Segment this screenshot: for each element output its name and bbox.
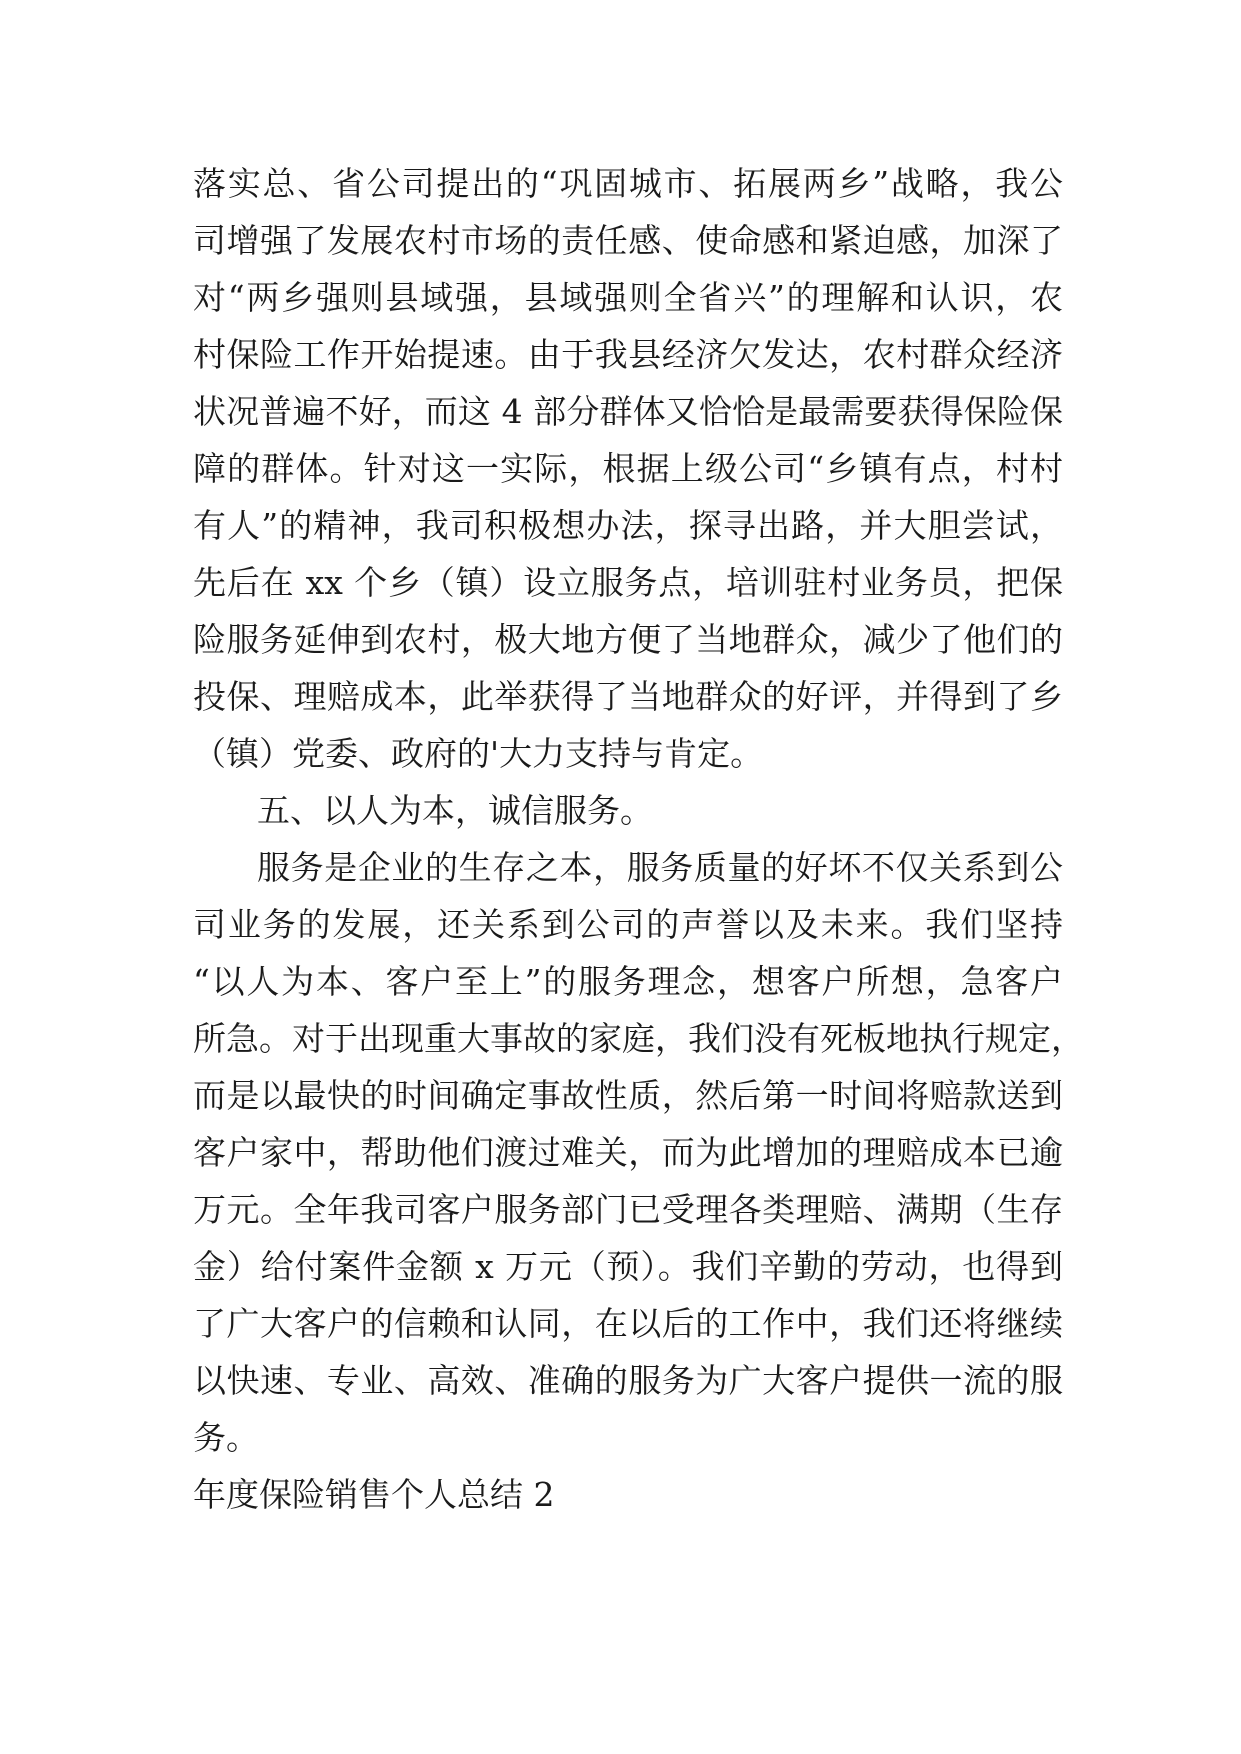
section-heading: 五、以人为本，诚信服务。 [257, 791, 653, 830]
paragraph-line: 对“两乡强则县域强，县域强则全省兴”的理解和认识，农 [193, 278, 1063, 317]
paragraph-line: 金）给付案件金额 x 万元（预）。我们辛勤的劳动，也得到 [193, 1247, 1063, 1286]
paragraph-line: 先后在 xx 个乡（镇）设立服务点，培训驻村业务员，把保 [193, 563, 1063, 602]
paragraph-line: 客户家中，帮助他们渡过难关，而为此增加的理赔成本已逾 [193, 1133, 1063, 1172]
paragraph-line: 万元。全年我司客户服务部门已受理各类理赔、满期（生存 [193, 1190, 1063, 1229]
paragraph-line: 投保、理赔成本，此举获得了当地群众的好评，并得到了乡 [193, 677, 1063, 716]
paragraph-line: 落实总、省公司提出的“巩固城市、拓展两乡”战略，我公 [193, 164, 1063, 203]
document-heading: 年度保险销售个人总结 2 [193, 1475, 555, 1514]
paragraph-line: 司业务的发展，还关系到公司的声誉以及未来。我们坚持 [193, 905, 1063, 944]
paragraph-line: “以人为本、客户至上”的服务理念，想客户所想，急客户 [193, 962, 1063, 1001]
paragraph-line: 障的群体。针对这一实际，根据上级公司“乡镇有点，村村 [193, 449, 1063, 488]
paragraph-line: 了广大客户的信赖和认同，在以后的工作中，我们还将继续 [193, 1304, 1063, 1343]
paragraph-line: 司增强了发展农村市场的责任感、使命感和紧迫感，加深了 [193, 221, 1063, 260]
paragraph-line: 务。 [193, 1418, 259, 1457]
paragraph-line: 以快速、专业、高效、准确的服务为广大客户提供一流的服 [193, 1361, 1063, 1400]
paragraph-line: 村保险工作开始提速。由于我县经济欠发达，农村群众经济 [193, 335, 1063, 374]
paragraph-line: （镇）党委、政府的'大力支持与肯定。 [193, 734, 764, 773]
paragraph-line: 而是以最快的时间确定事故性质，然后第一时间将赔款送到 [193, 1076, 1063, 1115]
paragraph-line: 有人”的精神，我司积极想办法，探寻出路，并大胆尝试， [193, 506, 1063, 545]
paragraph-line: 状况普遍不好，而这 4 部分群体又恰恰是最需要获得保险保 [193, 392, 1063, 431]
paragraph-line: 服务是企业的生存之本，服务质量的好坏不仅关系到公 [257, 848, 1063, 887]
paragraph-line: 险服务延伸到农村，极大地方便了当地群众，减少了他们的 [193, 620, 1063, 659]
paragraph-line: 所急。对于出现重大事故的家庭，我们没有死板地执行规定， [193, 1019, 1084, 1058]
